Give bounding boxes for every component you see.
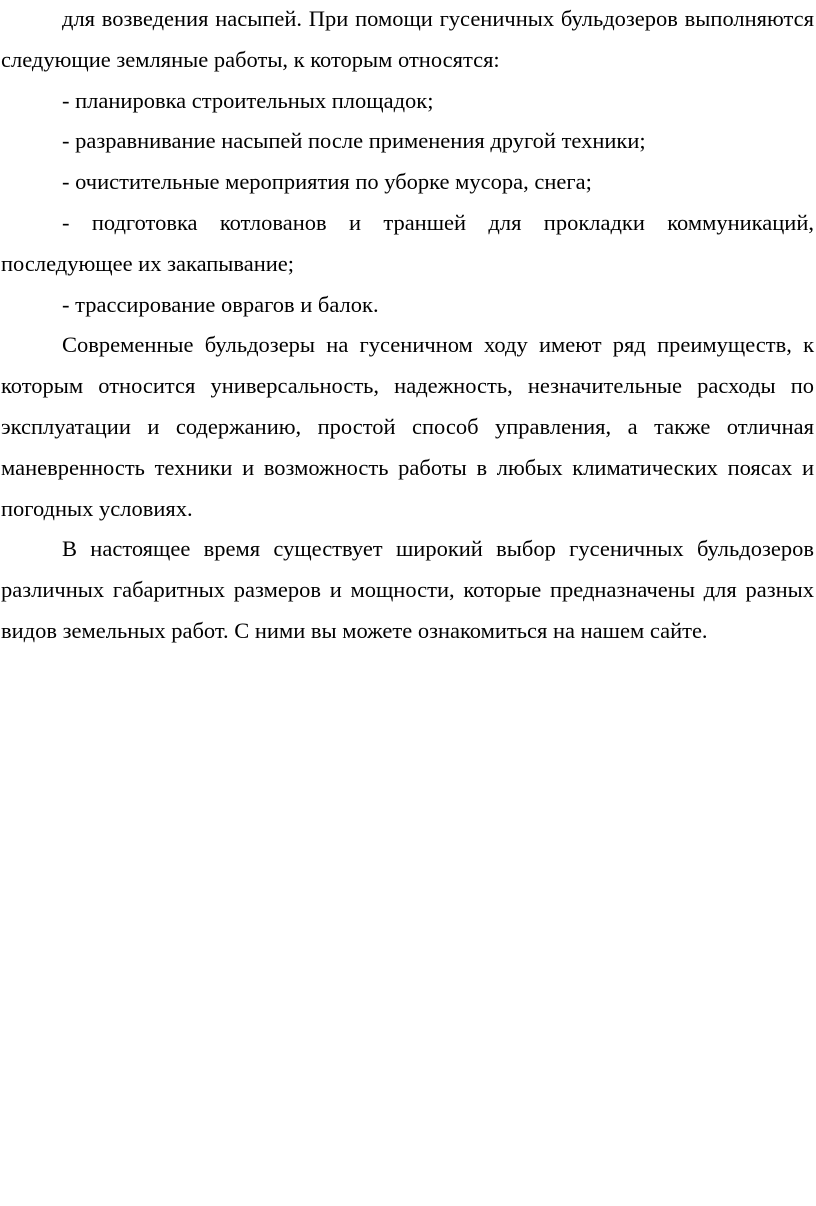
list-item-cleaning: - очистительные мероприятия по уборке мусора, снега; [62,169,592,195]
list-item-embankment-leveling: - разравнивание насыпей после применения другой техники; [62,128,646,154]
paragraph-selection: В настоящее время существует широкий выбор гусеничных бульдозеров различных габаритных размеров и мощности, которые предназначены для разных видов земельных работ. С ними вы можете ознакомиться на нашем сайте. [1,536,814,643]
list-item-trench-preparation: - подготовка котлованов и траншей для прокладки коммуникаций, последующее их закапывание; [1,209,814,276]
paragraph-embankment-intro: для возведения насыпей. При помощи гусеничных бульдозеров выполняются следующие земляные работы, к которым относятся: [1,6,814,72]
list-item-site-planning: - планировка строительных площадок; [62,87,434,113]
list-item-ravine-tracing: - трассирование оврагов и балок. [62,291,379,317]
document-body [1,0,814,652]
paragraph-advantages: Современные бульдозеры на гусеничном ходу имеют ряд преимуществ, к которым относится универсальность, надежность, незначительные расходы по эксплуатации и содержанию, простой способ управления, а также отличная маневренность техники и возможность работы в любых климатических поясах и погодных условиях. [1,332,814,521]
